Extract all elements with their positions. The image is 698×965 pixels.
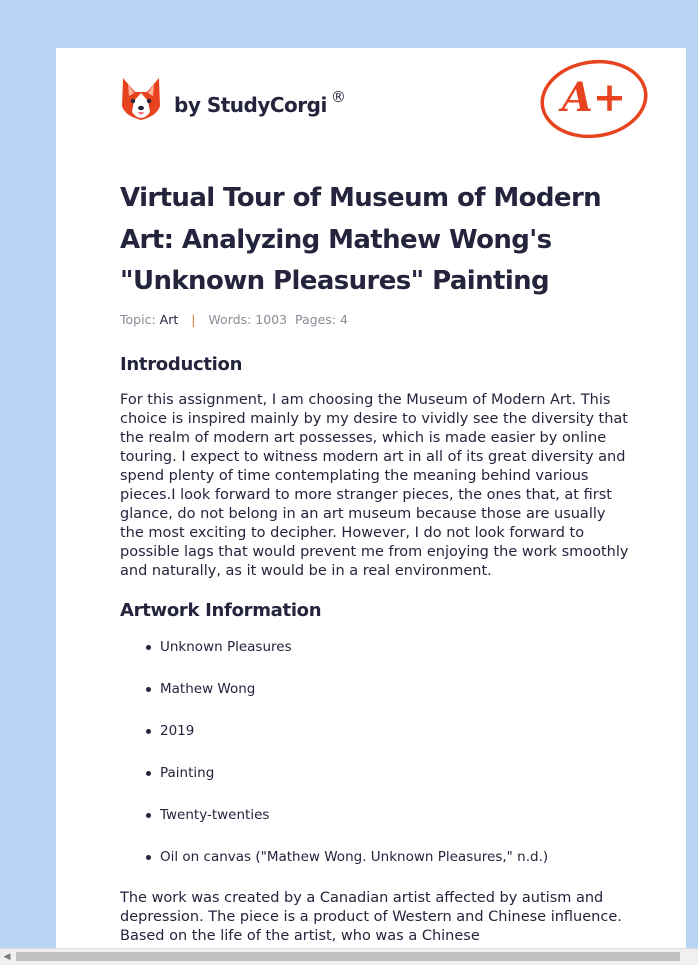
document-meta xyxy=(120,312,348,327)
topic-link[interactable]: Art xyxy=(159,312,179,327)
corgi-icon xyxy=(120,76,162,122)
horizontal-scrollbar[interactable] xyxy=(0,948,698,965)
bullet-icon xyxy=(146,729,151,734)
introduction-paragraph: For this assignment, I am choosing the Museum of Modern Art. This choice is inspired mainly by my desire to vividly see the diversity that the realm of modern art possesses, which is made easier by online touring. I expect to witness modern art in all of its great diversity and spend plenty of time contemplating the meaning behind various pieces.I look forward to more stranger pieces, the ones that, at first glance, do not belong in an art museum because those are usually the most exciting to decipher. However, I do not look forward to possible lags that would prevent me from enjoying the work smoothly and naturally, as it would be in a real environment. xyxy=(120,392,629,579)
list-item: Twenty-twenties xyxy=(120,806,548,848)
list-item: Mathew Wong xyxy=(120,680,548,722)
document-title: Virtual Tour of Museum of Modern Art: Analyzing Mathew Wong's "Unknown Pleasures" Painting xyxy=(120,183,602,296)
section-heading-introduction: Introduction xyxy=(120,354,243,375)
brand-name: by StudyCorgi ® xyxy=(174,88,346,117)
document-page xyxy=(56,48,686,964)
list-item: Painting xyxy=(120,764,548,806)
words-count: 1003 xyxy=(255,312,288,327)
scrollbar-thumb[interactable] xyxy=(16,952,680,961)
bullet-icon xyxy=(146,855,151,860)
list-item: Oil on canvas ("Mathew Wong. Unknown Pleasures," n.d.) xyxy=(120,848,548,890)
bullet-icon xyxy=(146,687,151,692)
artwork-paragraph: The work was created by a Canadian artist affected by autism and depression. The piece is a product of Western and Chinese influence. Based on the life of the artist, who was a Chinese xyxy=(120,890,622,944)
meta-separator: | xyxy=(191,312,196,327)
topic-label: Topic: xyxy=(120,312,156,327)
pages-count: 4 xyxy=(340,312,348,327)
grade-a-plus-stamp xyxy=(538,58,650,140)
bullet-icon xyxy=(146,771,151,776)
scroll-left-arrow-icon[interactable]: ◀ xyxy=(3,952,11,962)
registered-mark: ® xyxy=(330,88,346,106)
list-item: Unknown Pleasures xyxy=(120,638,548,680)
pages-label: Pages: xyxy=(295,312,337,327)
list-item: 2019 xyxy=(120,722,548,764)
bullet-icon xyxy=(146,813,151,818)
studycorgi-logo[interactable] xyxy=(120,76,345,122)
artwork-info-list xyxy=(120,638,548,890)
section-heading-artwork-information: Artwork Information xyxy=(120,600,322,621)
svg-text:A+: A+ xyxy=(561,74,627,121)
bullet-icon xyxy=(146,645,151,650)
words-label: Words: xyxy=(208,312,252,327)
